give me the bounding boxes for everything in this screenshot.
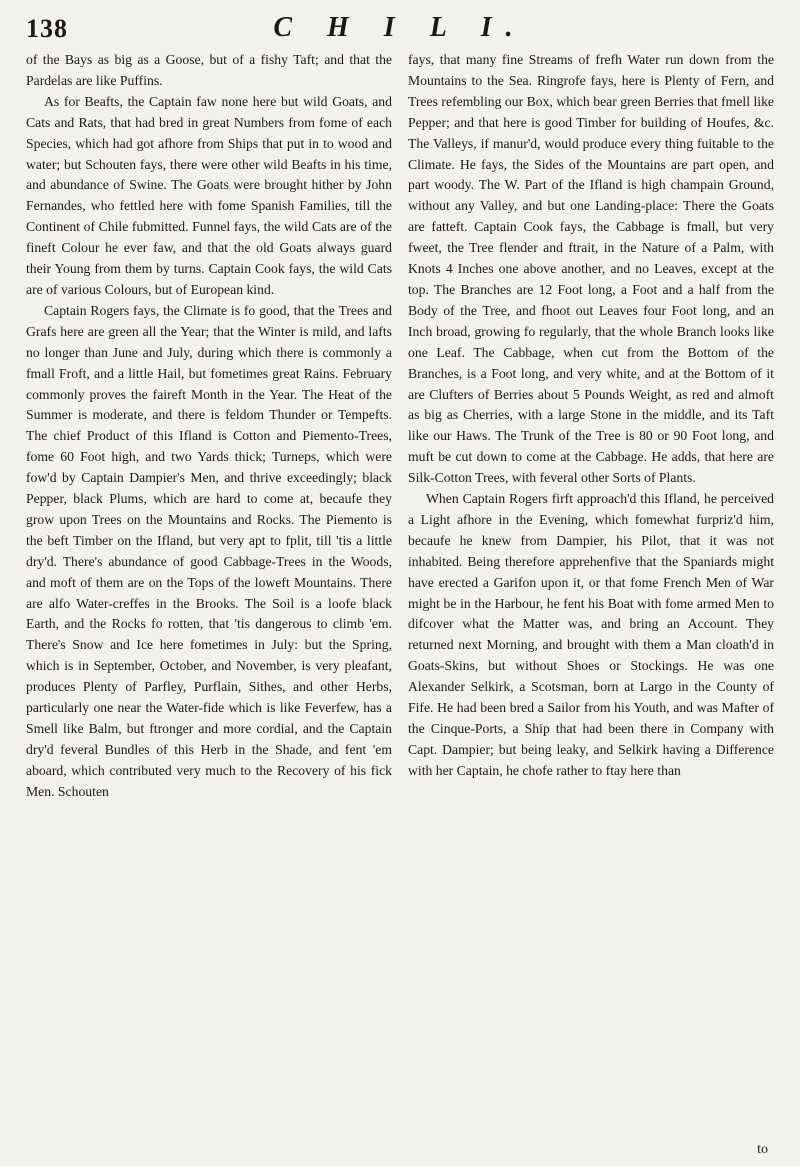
left-column <box>26 50 392 803</box>
running-head: C H I L I. <box>273 12 527 43</box>
right-column <box>408 50 774 803</box>
catchword: to <box>757 1142 768 1157</box>
page-header <box>26 10 774 50</box>
paragraph: Captain Rogers fays, the Climate is fo good, that the Trees and Grafs here are green all the Year; that the Winter is mild, and lafts no longer than June and July, during which there is commonly a fmall Froft, and a little Hail, but fometimes great Rains. February commonly proves the faireft Month in the Year. The Heat of the Summer is moderate, and there is feldom Thunder or Tempefts. The chief Product of this Ifland is Cotton and Piemento-Trees, fome 60 Foot high, and two Yards thick; Turneps, which were fow'd by Captain Dampier's Men, and thrive exceedingly; black Pepper, black Plums, which are hard to come at, becaufe they grow upon Trees on the Mountains and Rocks. The Piemento is the beft Timber on the Ifland, but very apt to fplit, till 'tis a little dry'd. There's abundance of good Cabbage-Trees in the Woods, and moft of them are on the Tops of the loweft Mountains. There are alfo Water-creffes in the Brooks. The Soil is a loofe black Earth, and the Rocks fo rotten, that 'tis dangerous to climb 'em. There's Snow and Ice here fometimes in July: but the Spring, which is in September, October, and November, is very pleafant, produces Plenty of Parfley, Purflain, Sithes, and other Herbs, particularly one near the Water-fide which is like Feverfew, has a Smell like Balm, but ftronger and more cordial, and the Captain dry'd feveral Bundles of this Herb in the Shade, and fent 'em aboard, which contributed very much to the Recovery of his fick Men. Schouten <box>26 302 392 799</box>
paragraph: fays, that many fine Streams of frefh Water run down from the Mountains to the Sea. Ringrofe fays, here is Plenty of Fern, and Trees refembling our Box, which bear green Berries that fmell like Pepper; and that here is good Timber for building of Houfes, &c. The Valleys, if manur'd, would produce every thing fuitable to the Climate. He fays, the Sides of the Mountains are part open, and part woody. The W. Part of the Ifland is high champain Ground, without any Valley, and but one Landing-place: There the Goats are fatteft. Captain Cook fays, the Cabbage is fmall, but very fweet, the Tree flender and ftrait, in the Nature of a Palm, with Knots 4 Inches one above another, and no Leaves, except at the top. The Branches are 12 Foot long, a Foot and a half from the Body of the Tree, and fhoot out Leaves four Foot long, and an Inch broad, growing fo regularly, that the whole Branch looks like one Leaf. The Cabbage, when cut from the Bottom of the Branches, is a Foot long, and very white, and at the Bottom of it are Clufters of Berries about 5 Pounds Weight, as red and almoft as big as Cherries, with a large Stone in the middle, and its Taft like our Haws. The Trunk of the Tree is 80 or 90 Foot long, and muft be cut down to come at the Cabbage. He adds, that here are Silk-Cotton Trees, with feveral other Sorts of Plants. <box>408 52 774 486</box>
page-number: 138 <box>26 14 68 43</box>
paragraph: When Captain Rogers firft approach'd this Ifland, he perceived a Light afhore in the Evening, which fomewhat furpriz'd him, becaufe he knew from Dampier, his Pilot, that it was not inhabited. Being therefore apprehenfive that the Spaniards might have erected a Garifon upon it, or that fome French Men of War might be in the Harbour, he fent his Boat with fome armed Men to difcover what the Matter was, and bring an Account. They returned next Morning, and brought with them a Man cloath'd in Goats-Skins, but without Shoes or Stockings. He was one Alexander Selkirk, a Scotsman, born at Largo in the County of Fife. He had been bred a Sailor from his Youth, and was Mafter of the Cinque-Ports, a Ship that had been there in Company with Capt. Dampier; but being leaky, and Selkirk having a Difference with her Captain, he chofe rather to ftay here than <box>408 491 774 778</box>
paragraph: As for Beafts, the Captain faw none here but wild Goats, and Cats and Rats, that had bred in great Numbers from fome of each Species, which had got afhore from Ships that put in to wood and water; but Schouten fays, there were other wild Beafts in his time, and abundance of Swine. The Goats were brought hither by John Fernandes, who fettled here with fome Spanish Families, till the Continent of Chile fubmitted. Funnel fays, the wild Cats are of the fineft Colour he ever faw, and that the old Goats always guard their Young from them by turns. Captain Cook fays, the wild Cats are of various Colours, but of European kind. <box>26 93 392 297</box>
text-columns <box>26 50 774 803</box>
paragraph: of the Bays as big as a Goose, but of a fishy Taft; and that the Pardelas are like Puffins. <box>26 52 392 88</box>
